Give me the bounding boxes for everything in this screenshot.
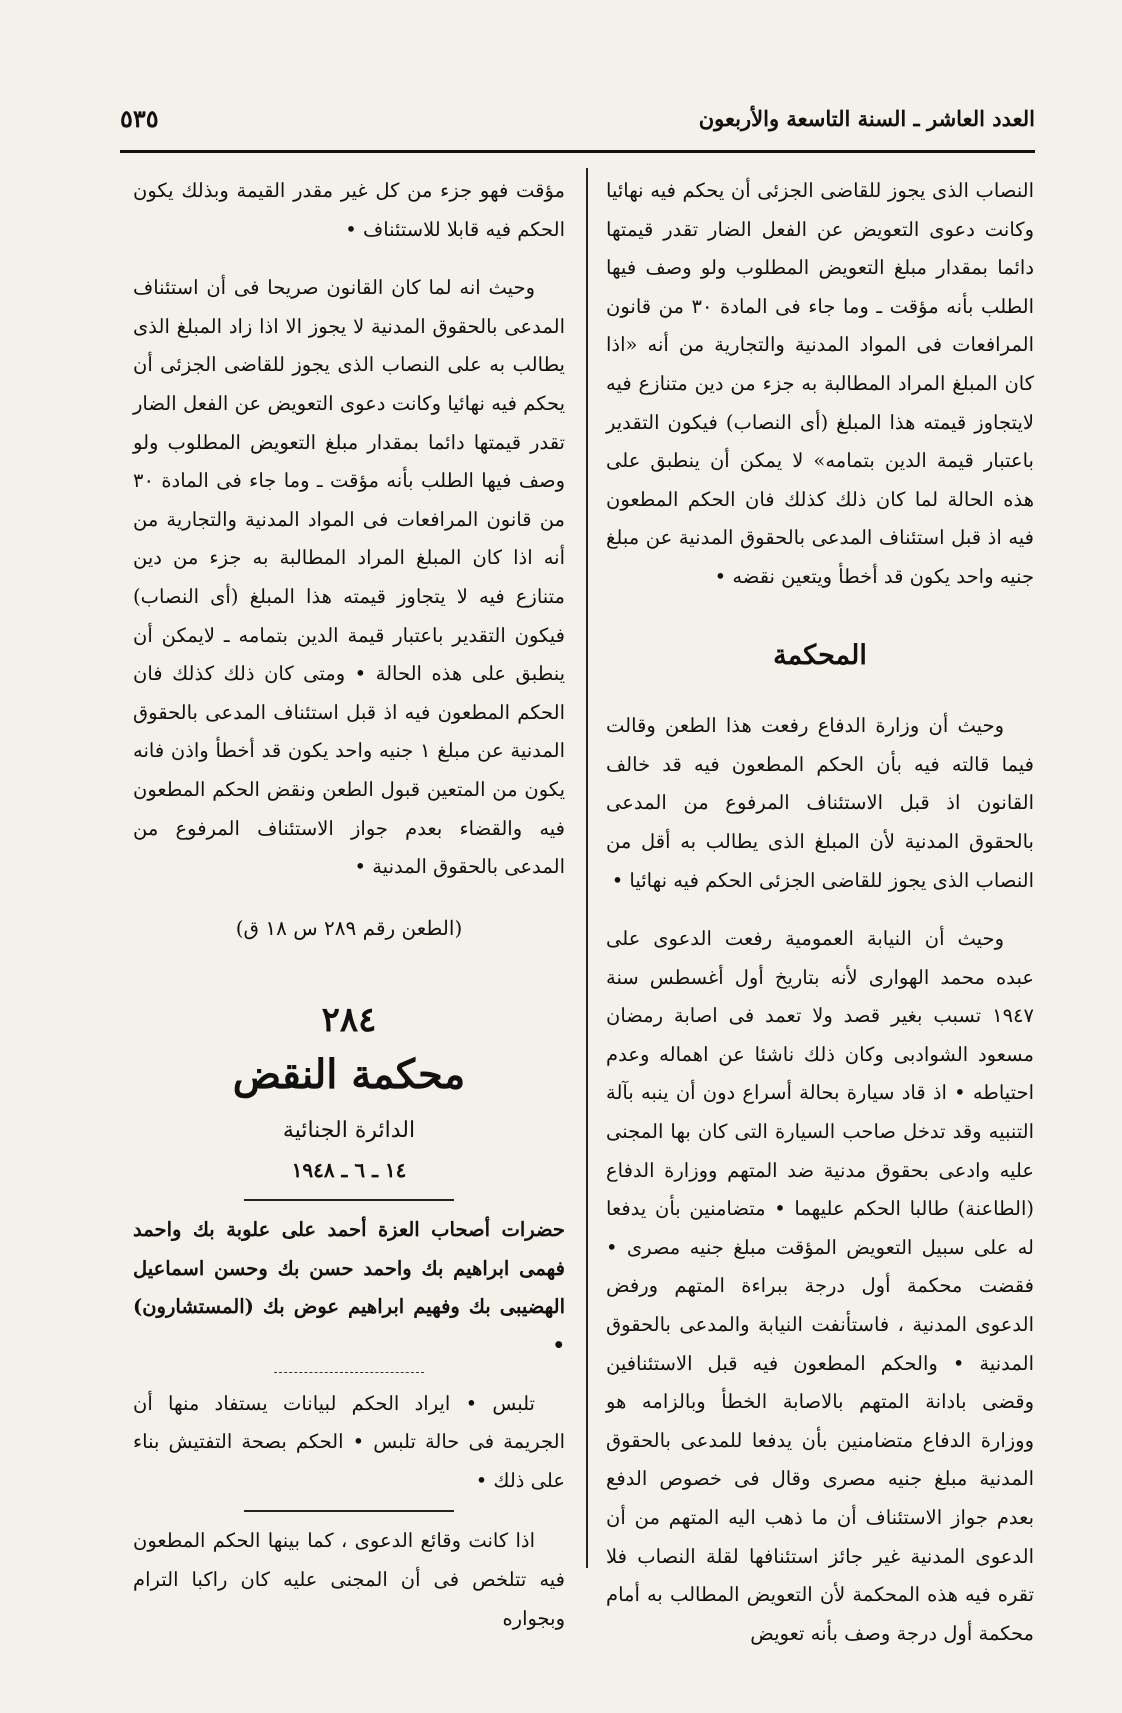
- left-paragraph-3: اذا كانت وقائع الدعوى ، كما بينها الحكم المطعون فيه تتلخص فى أن المجنى عليه كان راكبا الترام وبجواره: [133, 1529, 565, 1630]
- section-heading: المحكمة: [773, 639, 867, 671]
- appeal-citation: (الطعن رقم ٢٨٩ س ١٨ ق): [235, 915, 463, 940]
- column-divider: [586, 168, 588, 1568]
- case-number: ٢٨٤: [321, 1000, 377, 1041]
- judges-list: حضرات أصحاب العزة أحمد على علوبة بك واحمد فهمى ابراهيم بك واحمد حسن بك وحسن اسماعيل الهضيبى بك وفهيم ابراهيم عوض بك (المستشارون) •: [133, 1218, 565, 1358]
- case-summary: تلبس • ايراد الحكم لبيانات يستفاد منها أن الجريمة فى حالة تلبس • الحكم بصحة التفتيش بناء على ذلك •: [133, 1391, 565, 1492]
- right-column: [606, 172, 1034, 1653]
- journal-issue-title: العدد العاشر ـ السنة التاسعة والأربعون: [698, 106, 1035, 131]
- left-column: [133, 172, 565, 1638]
- section-rule: [244, 1199, 454, 1201]
- summary-rule: [244, 1510, 454, 1512]
- page-header: [120, 100, 1035, 148]
- court-circuit: الدائرة الجنائية: [282, 1118, 416, 1144]
- right-paragraph-3: وحيث أن النيابة العمومية رفعت الدعوى على عبده محمد الهوارى لأنه بتاريخ أول أغسطس سنة ١٩٤٧ تسبب بغير قصد ولا تعمد فى اصابة رمضان مسعود الشوادبى وكان ذلك ناشئا عن اهماله وعدم احتياطه • اذ قاد سيارة بحالة أسراع دون أن ينبه بآلة التنبيه وقد تدخل صاحب السيارة التى كان بها المجنى عليه وادعى بحقوق مدنية ضد المتهم ووزارة الدفاع (الطاعنة) طالبا الحكم عليهما • متضامنين بأن يدفعا له على سبيل التعويض المؤقت مبلغ جنيه مصرى • فقضت محكمة أول درجة ببراءة المتهم ورفض الدعوى المدنية ، فاستأنفت النيابة والمدعى بالحقوق المدنية • والحكم المطعون فيه قبل الاستئنافين وقضى بادانة المتهم بالاصابة الخطأ وبالزامه هو ووزارة الدفاع متضامنين بأن يدفعا للمدعى بالحقوق المدنية مبلغ جنيه مصرى وقال فى خصوص الدفع بعدم جواز الاستئناف أن ما ذهب اليه المتهم من أن الدعوى المدنية غير جائز استئنافها لقلة النصاب فلا تقره فيه هذه المحكمة لأن التعويض المطالب به أمام محكمة أول درجة وصف بأنه تعويض: [606, 927, 1034, 1645]
- right-paragraph-2: وحيث أن وزارة الدفاع رفعت هذا الطعن وقالت فيما قالته فيه بأن الحكم المطعون فيه قد خالف القانون اذ قبل الاستئناف المرفوع من المدعى بالحقوق المدنية لأن المبلغ الذى يطالب به أقل من النصاب الذى يجوز للقاضى الجزئى الحكم فيه نهائيا •: [606, 714, 1034, 892]
- court-name: محكمة النقض: [232, 1051, 466, 1099]
- left-paragraph-1: مؤقت فهو جزء من كل غير مقدر القيمة وبذلك يكون الحكم فيه قابلا للاستئناف •: [133, 179, 565, 241]
- right-paragraph-1: النصاب الذى يجوز للقاضى الجزئى أن يحكم فيه نهائيا وكانت دعوى التعويض عن الفعل الضار تقدر قيمتها دائما بمقدار مبلغ التعويض المطلوب ولو وصف فيها الطلب بأنه مؤقت ـ وما جاء فى المادة ٣٠ من قانون المرافعات فى المواد المدنية والتجارية من أنه «اذا كان المبلغ المراد المطالبة به جزء من دين متنازع فيه لايتجاوز قيمته هذا المبلغ (أى النصاب) فيكون التقدير باعتبار قيمة الدين بتمامه» لا يمكن أن ينطبق على هذه الحالة لما كان ذلك كذلك فان الحكم المطعون فيه اذ قبل استئناف المدعى بالحقوق المدنية عن مبلغ جنيه واحد يكون قد أخطأ ويتعين نقضه •: [606, 179, 1034, 588]
- case-date: ١٤ ـ ٦ ـ ١٩٤٨: [291, 1158, 407, 1183]
- left-paragraph-2: وحيث انه لما كان القانون صريحا فى أن استئناف المدعى بالحقوق المدنية لا يجوز الا اذا زاد المبلغ الذى يطالب به على النصاب الذى يجوز للقاضى الجزئى أن يحكم فيه نهائيا وكانت دعوى التعويض عن الفعل الضار تقدر قيمتها دائما بمقدار مبلغ التعويض المطلوب ولو وصف فيها الطلب بأنه مؤقت ـ وما جاء فى المادة ٣٠ من قانون المرافعات فى المواد المدنية والتجارية من أنه اذا كان المبلغ المراد المطالبة به جزء من دين متنازع فيه لا يتجاوز قيمته هذا المبلغ (أى النصاب) فيكون التقدير باعتبار قيمة الدين بتمامه ـ لايمكن أن ينطبق على هذه الحالة • ومتى كان ذلك كذلك فان الحكم المطعون فيه اذ قبل استئناف المدعى بالحقوق المدنية عن مبلغ ١ جنيه واحد يكون قد أخطأ واذن فانه يكون من المتعين قبول الطعن ونقض الحكم المطعون فيه والقضاء بعدم جواز الاستئناف المرفوع من المدعى بالحقوق المدنية •: [133, 276, 565, 879]
- page-number: ٥٣٥: [120, 104, 159, 133]
- dashed-rule: [274, 1372, 424, 1373]
- header-rule: [120, 150, 1035, 153]
